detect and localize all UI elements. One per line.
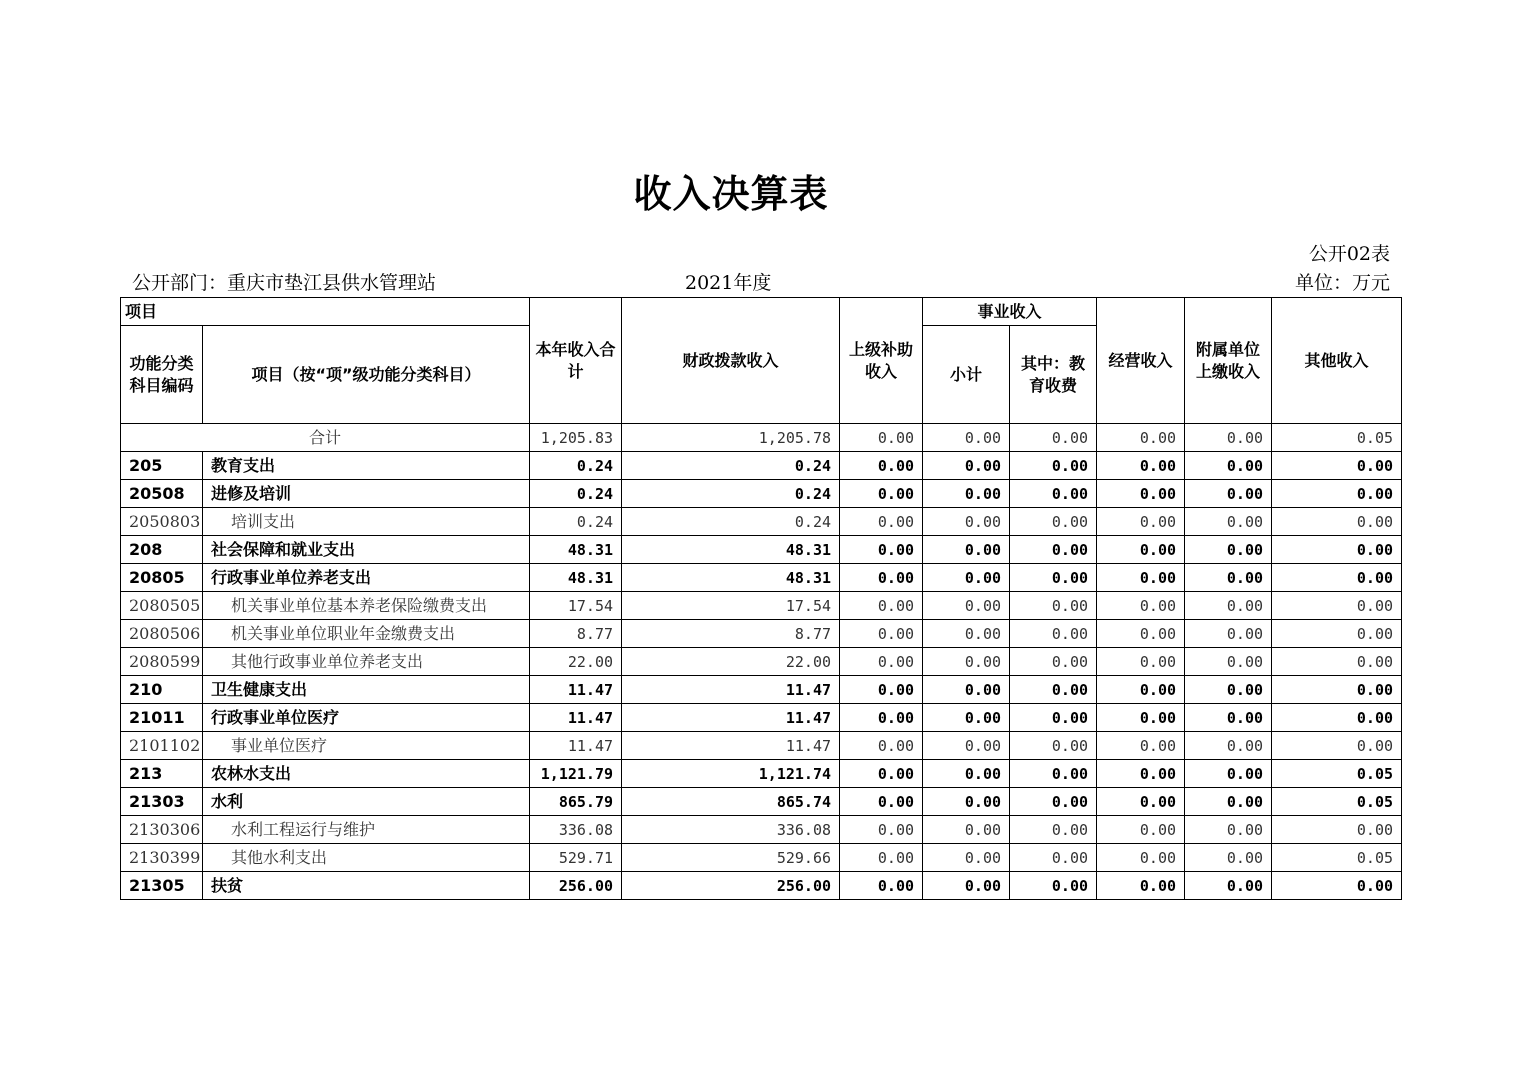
row-value: 0.00 xyxy=(1010,760,1097,788)
row-value: 11.47 xyxy=(530,704,622,732)
row-code: 2080505 xyxy=(121,592,203,620)
row-code: 21303 xyxy=(121,788,203,816)
row-value: 0.00 xyxy=(1272,704,1402,732)
table-row xyxy=(121,704,1402,732)
row-value: 0.00 xyxy=(1010,676,1097,704)
row-name: 其他水利支出 xyxy=(203,844,530,872)
row-value: 48.31 xyxy=(530,564,622,592)
row-value: 865.74 xyxy=(622,788,840,816)
row-value: 0.00 xyxy=(840,732,923,760)
row-value: 0.00 xyxy=(923,620,1010,648)
row-value: 0.00 xyxy=(840,620,923,648)
header-affiliated: 附属单位上缴收入 xyxy=(1185,298,1272,424)
total-cell: 0.00 xyxy=(1097,424,1185,452)
row-value: 0.00 xyxy=(923,480,1010,508)
row-code: 21305 xyxy=(121,872,203,900)
row-value: 0.00 xyxy=(1010,816,1097,844)
year-label: 2021年度 xyxy=(685,272,772,294)
table-row xyxy=(121,564,1402,592)
row-value: 0.00 xyxy=(840,452,923,480)
row-code: 208 xyxy=(121,536,203,564)
row-value: 0.00 xyxy=(1185,760,1272,788)
row-value: 256.00 xyxy=(622,872,840,900)
row-value: 0.00 xyxy=(1272,676,1402,704)
row-name: 社会保障和就业支出 xyxy=(203,536,530,564)
total-cell: 0.00 xyxy=(1010,424,1097,452)
row-value: 0.00 xyxy=(1097,564,1185,592)
row-value: 11.47 xyxy=(530,732,622,760)
total-cell: 0.00 xyxy=(840,424,923,452)
row-value: 0.00 xyxy=(1097,788,1185,816)
header-code: 功能分类科目编码 xyxy=(121,326,203,424)
row-value: 0.00 xyxy=(1185,592,1272,620)
total-cell: 0.00 xyxy=(923,424,1010,452)
row-value: 1,121.74 xyxy=(622,760,840,788)
row-name: 其他行政事业单位养老支出 xyxy=(203,648,530,676)
row-value: 0.00 xyxy=(1097,732,1185,760)
row-value: 0.05 xyxy=(1272,844,1402,872)
table-row xyxy=(121,788,1402,816)
table-row xyxy=(121,844,1402,872)
row-code: 2101102 xyxy=(121,732,203,760)
row-value: 0.00 xyxy=(1185,648,1272,676)
header-project: 项目 xyxy=(121,298,530,326)
row-value: 11.47 xyxy=(622,732,840,760)
row-code: 20805 xyxy=(121,564,203,592)
row-value: 1,121.79 xyxy=(530,760,622,788)
row-value: 0.00 xyxy=(1097,648,1185,676)
row-value: 0.00 xyxy=(1185,536,1272,564)
row-name: 行政事业单位养老支出 xyxy=(203,564,530,592)
row-value: 0.00 xyxy=(1185,676,1272,704)
row-value: 0.00 xyxy=(1272,564,1402,592)
row-value: 0.00 xyxy=(1272,732,1402,760)
total-cell: 0.00 xyxy=(1185,424,1272,452)
row-value: 0.00 xyxy=(1097,844,1185,872)
row-name: 卫生健康支出 xyxy=(203,676,530,704)
row-value: 0.00 xyxy=(1010,508,1097,536)
row-value: 0.00 xyxy=(1272,480,1402,508)
header-superior: 上级补助收入 xyxy=(840,298,923,424)
row-value: 0.00 xyxy=(1010,620,1097,648)
row-value: 0.05 xyxy=(1272,760,1402,788)
row-value: 0.00 xyxy=(1185,872,1272,900)
row-value: 0.00 xyxy=(1185,452,1272,480)
row-value: 0.24 xyxy=(622,508,840,536)
row-value: 22.00 xyxy=(622,648,840,676)
row-value: 0.00 xyxy=(1010,844,1097,872)
row-value: 17.54 xyxy=(622,592,840,620)
row-value: 529.66 xyxy=(622,844,840,872)
total-row xyxy=(121,424,1402,452)
row-code: 2130306 xyxy=(121,816,203,844)
row-value: 0.00 xyxy=(1272,872,1402,900)
row-value: 0.00 xyxy=(1010,564,1097,592)
row-value: 0.00 xyxy=(1097,872,1185,900)
row-code: 210 xyxy=(121,676,203,704)
row-value: 0.00 xyxy=(840,592,923,620)
total-cell: 1,205.78 xyxy=(622,424,840,452)
row-value: 0.00 xyxy=(1272,816,1402,844)
row-value: 0.00 xyxy=(923,844,1010,872)
header-total: 本年收入合计 xyxy=(530,298,622,424)
row-value: 0.00 xyxy=(1272,508,1402,536)
row-value: 0.00 xyxy=(923,816,1010,844)
row-value: 0.00 xyxy=(923,760,1010,788)
row-value: 0.00 xyxy=(1097,620,1185,648)
table-row xyxy=(121,480,1402,508)
row-value: 0.00 xyxy=(1185,704,1272,732)
row-value: 0.00 xyxy=(1010,872,1097,900)
table-row xyxy=(121,732,1402,760)
total-cell: 1,205.83 xyxy=(530,424,622,452)
row-value: 0.00 xyxy=(1097,452,1185,480)
row-value: 0.24 xyxy=(530,452,622,480)
row-value: 8.77 xyxy=(530,620,622,648)
row-value: 0.00 xyxy=(1185,564,1272,592)
row-code: 205 xyxy=(121,452,203,480)
row-name: 行政事业单位医疗 xyxy=(203,704,530,732)
row-value: 0.24 xyxy=(530,480,622,508)
row-value: 0.00 xyxy=(923,592,1010,620)
income-table xyxy=(120,297,1402,900)
row-name: 水利 xyxy=(203,788,530,816)
table-row xyxy=(121,620,1402,648)
row-value: 0.00 xyxy=(840,788,923,816)
row-value: 0.00 xyxy=(1272,452,1402,480)
row-value: 11.47 xyxy=(622,704,840,732)
row-value: 0.00 xyxy=(1010,592,1097,620)
row-value: 0.00 xyxy=(840,760,923,788)
header-name: 项目（按“项”级功能分类科目） xyxy=(203,326,530,424)
unit-label: 单位：万元 xyxy=(1294,272,1390,294)
row-value: 0.00 xyxy=(840,872,923,900)
row-value: 0.00 xyxy=(1185,816,1272,844)
row-code: 2080599 xyxy=(121,648,203,676)
row-value: 0.00 xyxy=(1097,508,1185,536)
row-value: 0.00 xyxy=(923,564,1010,592)
row-value: 0.00 xyxy=(1185,620,1272,648)
row-value: 0.00 xyxy=(1185,788,1272,816)
table-row xyxy=(121,452,1402,480)
row-value: 17.54 xyxy=(530,592,622,620)
row-value: 48.31 xyxy=(622,536,840,564)
row-value: 0.00 xyxy=(1272,620,1402,648)
row-name: 扶贫 xyxy=(203,872,530,900)
row-value: 0.00 xyxy=(1010,788,1097,816)
row-value: 256.00 xyxy=(530,872,622,900)
row-value: 0.00 xyxy=(840,648,923,676)
row-value: 336.08 xyxy=(622,816,840,844)
income-table-container xyxy=(120,297,1401,900)
table-row xyxy=(121,676,1402,704)
row-value: 0.00 xyxy=(1097,816,1185,844)
header-fiscal: 财政拨款收入 xyxy=(622,298,840,424)
row-value: 0.00 xyxy=(1010,732,1097,760)
row-value: 0.00 xyxy=(923,508,1010,536)
table-row xyxy=(121,508,1402,536)
page-title: 收入决算表 xyxy=(633,172,829,216)
row-name: 培训支出 xyxy=(203,508,530,536)
row-value: 0.00 xyxy=(1097,704,1185,732)
table-row xyxy=(121,592,1402,620)
header-other: 其他收入 xyxy=(1272,298,1402,424)
row-value: 0.00 xyxy=(1010,704,1097,732)
row-value: 0.00 xyxy=(923,788,1010,816)
row-value: 0.00 xyxy=(1185,508,1272,536)
row-code: 2080506 xyxy=(121,620,203,648)
table-number: 公开02表 xyxy=(1308,243,1390,265)
row-value: 48.31 xyxy=(622,564,840,592)
row-value: 0.00 xyxy=(923,452,1010,480)
row-value: 0.00 xyxy=(923,872,1010,900)
row-value: 0.00 xyxy=(840,508,923,536)
row-value: 0.00 xyxy=(840,844,923,872)
row-value: 0.00 xyxy=(1272,536,1402,564)
row-value: 0.00 xyxy=(1185,844,1272,872)
row-code: 2050803 xyxy=(121,508,203,536)
header-operating: 经营收入 xyxy=(1097,298,1185,424)
row-value: 0.00 xyxy=(923,732,1010,760)
row-value: 0.00 xyxy=(1097,480,1185,508)
header-subtotal: 小计 xyxy=(923,326,1010,424)
row-value: 11.47 xyxy=(530,676,622,704)
table-row xyxy=(121,760,1402,788)
table-row xyxy=(121,816,1402,844)
row-value: 0.00 xyxy=(1185,480,1272,508)
row-code: 21011 xyxy=(121,704,203,732)
header-business: 事业收入 xyxy=(923,298,1097,326)
row-value: 0.00 xyxy=(923,676,1010,704)
row-value: 0.00 xyxy=(1272,648,1402,676)
row-name: 机关事业单位职业年金缴费支出 xyxy=(203,620,530,648)
row-value: 0.00 xyxy=(1097,536,1185,564)
row-value: 336.08 xyxy=(530,816,622,844)
row-value: 0.00 xyxy=(1272,592,1402,620)
row-value: 0.00 xyxy=(923,704,1010,732)
row-value: 0.00 xyxy=(1097,676,1185,704)
row-code: 213 xyxy=(121,760,203,788)
row-code: 2130399 xyxy=(121,844,203,872)
row-value: 0.00 xyxy=(1097,592,1185,620)
row-value: 0.00 xyxy=(840,536,923,564)
table-row xyxy=(121,872,1402,900)
row-value: 0.00 xyxy=(840,816,923,844)
table-row xyxy=(121,536,1402,564)
row-value: 0.00 xyxy=(840,480,923,508)
row-value: 22.00 xyxy=(530,648,622,676)
row-value: 0.00 xyxy=(840,564,923,592)
table-body xyxy=(121,424,1402,900)
row-value: 0.24 xyxy=(622,480,840,508)
row-value: 0.24 xyxy=(622,452,840,480)
row-name: 进修及培训 xyxy=(203,480,530,508)
row-value: 0.00 xyxy=(1010,452,1097,480)
department-label: 公开部门：重庆市垫江县供水管理站 xyxy=(132,272,437,294)
row-name: 事业单位医疗 xyxy=(203,732,530,760)
row-name: 教育支出 xyxy=(203,452,530,480)
row-value: 11.47 xyxy=(622,676,840,704)
row-code: 20508 xyxy=(121,480,203,508)
row-name: 水利工程运行与维护 xyxy=(203,816,530,844)
row-value: 865.79 xyxy=(530,788,622,816)
table-row xyxy=(121,648,1402,676)
row-value: 0.00 xyxy=(923,536,1010,564)
row-value: 0.00 xyxy=(1010,648,1097,676)
row-value: 0.00 xyxy=(840,676,923,704)
header-edu-fee: 其中：教育收费 xyxy=(1010,326,1097,424)
row-value: 0.00 xyxy=(840,704,923,732)
total-cell: 0.05 xyxy=(1272,424,1402,452)
row-value: 0.00 xyxy=(1097,760,1185,788)
row-value: 0.00 xyxy=(1010,480,1097,508)
row-value: 0.24 xyxy=(530,508,622,536)
row-value: 0.00 xyxy=(1010,536,1097,564)
total-label: 合计 xyxy=(121,424,530,452)
row-value: 0.00 xyxy=(1185,732,1272,760)
row-name: 机关事业单位基本养老保险缴费支出 xyxy=(203,592,530,620)
row-value: 0.05 xyxy=(1272,788,1402,816)
row-value: 0.00 xyxy=(923,648,1010,676)
row-value: 529.71 xyxy=(530,844,622,872)
row-value: 8.77 xyxy=(622,620,840,648)
row-value: 48.31 xyxy=(530,536,622,564)
row-name: 农林水支出 xyxy=(203,760,530,788)
